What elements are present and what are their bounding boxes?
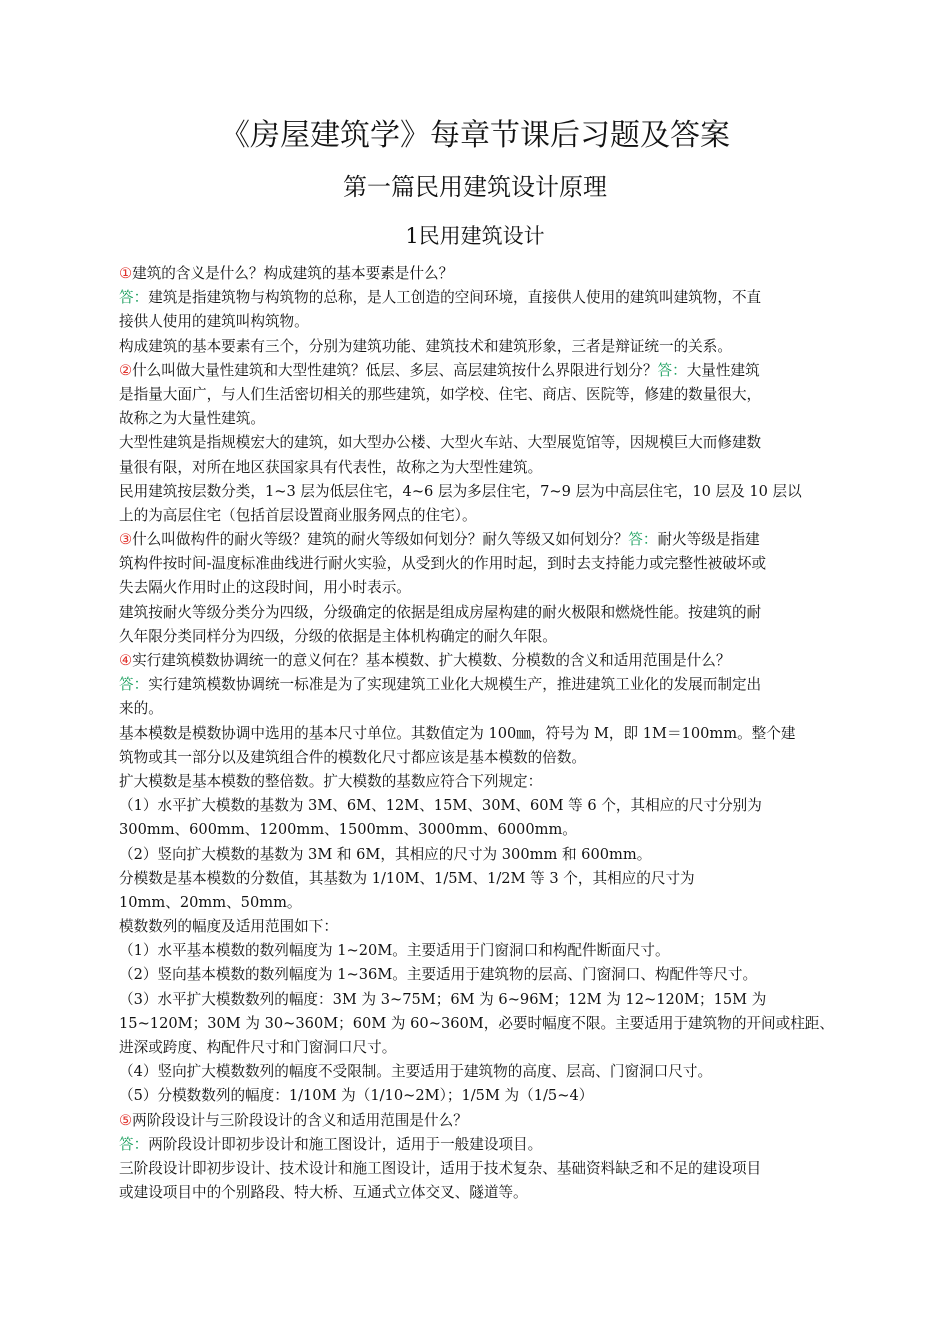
paragraph-line: 分模数是基本模数的分数值，其基数为 1/10M、1/5M、1/2M 等 3 个，其相应的尺寸为 (119, 869, 695, 887)
question-3 (119, 528, 841, 552)
answer-label: 答： (119, 676, 149, 694)
question-number: ② (119, 361, 133, 379)
paragraph-line: 三阶段设计即初步设计、技术设计和施工图设计，适用于技术复杂、基础资料缺乏和不足的建设项目 (119, 1159, 762, 1177)
paragraph-line: （2）竖向扩大模数的基数为 3M 和 6M，其相应的尺寸为 300mm 和 600mm。 (119, 845, 652, 863)
paragraph-line: 民用建筑按层数分类，1~3 层为低层住宅，4~6 层为多层住宅，7~9 层为中高层住宅，10 层及 10 层以 (119, 482, 802, 500)
answer-line (119, 673, 841, 697)
paragraph-line: 建筑按耐火等级分类分为四级，分级确定的依据是组成房屋构建的耐火极限和燃烧性能。按建筑的耐 (119, 603, 762, 621)
paragraph-line: 进深或跨度、构配件尺寸和门窗洞口尺寸。 (119, 1039, 397, 1056)
answer-line: 来的。 (119, 700, 163, 718)
question-text: 实行建筑模数协调统一的意义何在？基本模数、扩大模数、分模数的含义和适用范围是什么？ (132, 652, 731, 669)
question-5 (119, 1109, 841, 1133)
paragraph-line: 量很有限，对所在地区获国家具有代表性，故称之为大型性建筑。 (119, 458, 543, 476)
question-text: 两阶段设计与三阶段设计的含义和适用范围是什么？ (132, 1111, 468, 1129)
question-number: ⑤ (119, 1111, 133, 1129)
question-text: 什么叫做大量性建筑和大型性建筑？低层、多层、高层建筑按什么界限进行划分？ (132, 361, 658, 379)
question-4 (119, 649, 841, 673)
document-body (119, 262, 841, 1205)
answer-text: 耐火等级是指建 (657, 531, 760, 549)
question-2 (119, 359, 841, 383)
paragraph-line: 或建设项目中的个别路段、特大桥、互通式立体交叉、隧道等。 (119, 1184, 528, 1202)
question-1 (119, 262, 841, 286)
paragraph-line: 构成建筑的基本要素有三个，分别为建筑功能、建筑技术和建筑形象，三者是辩证统一的关系。 (119, 337, 732, 355)
paragraph-line: 上的为高层住宅（包括首层设置商业服务网点的住宅）。 (119, 506, 477, 524)
paragraph-line: 扩大模数是基本模数的整倍数。扩大模数的基数应符合下列规定： (119, 772, 543, 790)
answer-label: 答： (119, 1135, 149, 1153)
paragraph-line: 筑物或其一部分以及建筑组合件的模数化尺寸都应该是基本模数的倍数。 (119, 748, 587, 766)
answer-line: 是指量大面广，与人们生活密切相关的那些建筑，如学校、住宅、商店、医院等，修建的数量很大， (119, 385, 762, 403)
paragraph-line: （4）竖向扩大模数数列的幅度不受限制。主要适用于建筑物的高度、层高、门窗洞口尺寸。 (119, 1063, 713, 1081)
paragraph-line: 15~120M；30M 为 30~360M；60M 为 60~360M，必要时幅度不限。主要适用于建筑物的开间或柱距、 (119, 1014, 834, 1032)
answer-text: 实行建筑模数协调统一标准是为了实现建筑工业化大规模生产，推进建筑工业化的发展而制定出 (148, 676, 762, 694)
paragraph-line: 10mm、20mm、50mm。 (119, 893, 302, 911)
answer-text: 大量性建筑 (686, 361, 760, 379)
paragraph-line: （1）水平扩大模数的基数为 3M、6M、12M、15M、30M、60M 等 6 个，其相应的尺寸分别为 (119, 797, 762, 815)
paragraph-line: （5）分模数数列的幅度：1/10M 为（1/10~2M）；1/5M 为（1/5~4） (119, 1087, 594, 1105)
answer-line (119, 1133, 841, 1157)
paragraph-line: 久年限分类同样分为四级，分级的依据是主体机构确定的耐久年限。 (119, 627, 557, 645)
answer-text: 建筑是指建筑物与构筑物的总称，是人工创造的空间环境，直接供人使用的建筑叫建筑物，不直 (148, 289, 762, 307)
answer-line: 筑构件按时间-温度标准曲线进行耐火实验，从受到火的作用时起，到时去支持能力或完整性被破坏或 (119, 555, 767, 573)
paragraph-line: （1）水平基本模数的数列幅度为 1~20M。主要适用于门窗洞口和构配件断面尺寸。 (119, 942, 670, 960)
chapter-title: 1民用建筑设计 (405, 224, 545, 248)
question-number: ① (119, 265, 133, 282)
answer-line: 接供人使用的建筑叫构筑物。 (119, 313, 309, 331)
question-number: ③ (119, 531, 133, 549)
answer-text: 两阶段设计即初步设计和施工图设计，适用于一般建设项目。 (148, 1135, 543, 1153)
question-number: ④ (119, 652, 133, 669)
paragraph-line: （3）水平扩大模数数列的幅度：3M 为 3~75M；6M 为 6~96M；12M 为 12~120M；15M 为 (119, 990, 767, 1008)
answer-line: 失去隔火作用时止的这段时间，用小时表示。 (119, 579, 411, 597)
answer-line (119, 286, 841, 310)
part-title: 第一篇民用建筑设计原理 (343, 173, 607, 201)
answer-label: 答： (657, 361, 687, 379)
paragraph-line: 大型性建筑是指规模宏大的建筑，如大型办公楼、大型火车站、大型展览馆等，因规模巨大而修建数 (119, 434, 762, 452)
question-text: 什么叫做构件的耐火等级？建筑的耐火等级如何划分？耐久等级又如何划分？ (132, 531, 629, 549)
paragraph-line: 300mm、600mm、1200mm、1500mm、3000mm、6000mm。 (119, 821, 577, 839)
answer-line: 故称之为大量性建筑。 (119, 410, 265, 428)
paragraph-line: 基本模数是模数协调中选用的基本尺寸单位。其数值定为 100㎜，符号为 M，即 1M＝100mm。整个建 (119, 724, 796, 742)
paragraph-line: 模数数列的幅度及适用范围如下： (119, 918, 338, 936)
answer-label: 答： (119, 289, 149, 307)
question-text: 建筑的含义是什么？构成建筑的基本要素是什么？ (132, 265, 454, 282)
document-title: 《房屋建筑学》每章节课后习题及答案 (220, 118, 730, 153)
paragraph-line: （2）竖向基本模数的数列幅度为 1~36M。主要适用于建筑物的层高、门窗洞口、构配件等尺寸。 (119, 966, 758, 984)
answer-label: 答： (628, 531, 658, 549)
